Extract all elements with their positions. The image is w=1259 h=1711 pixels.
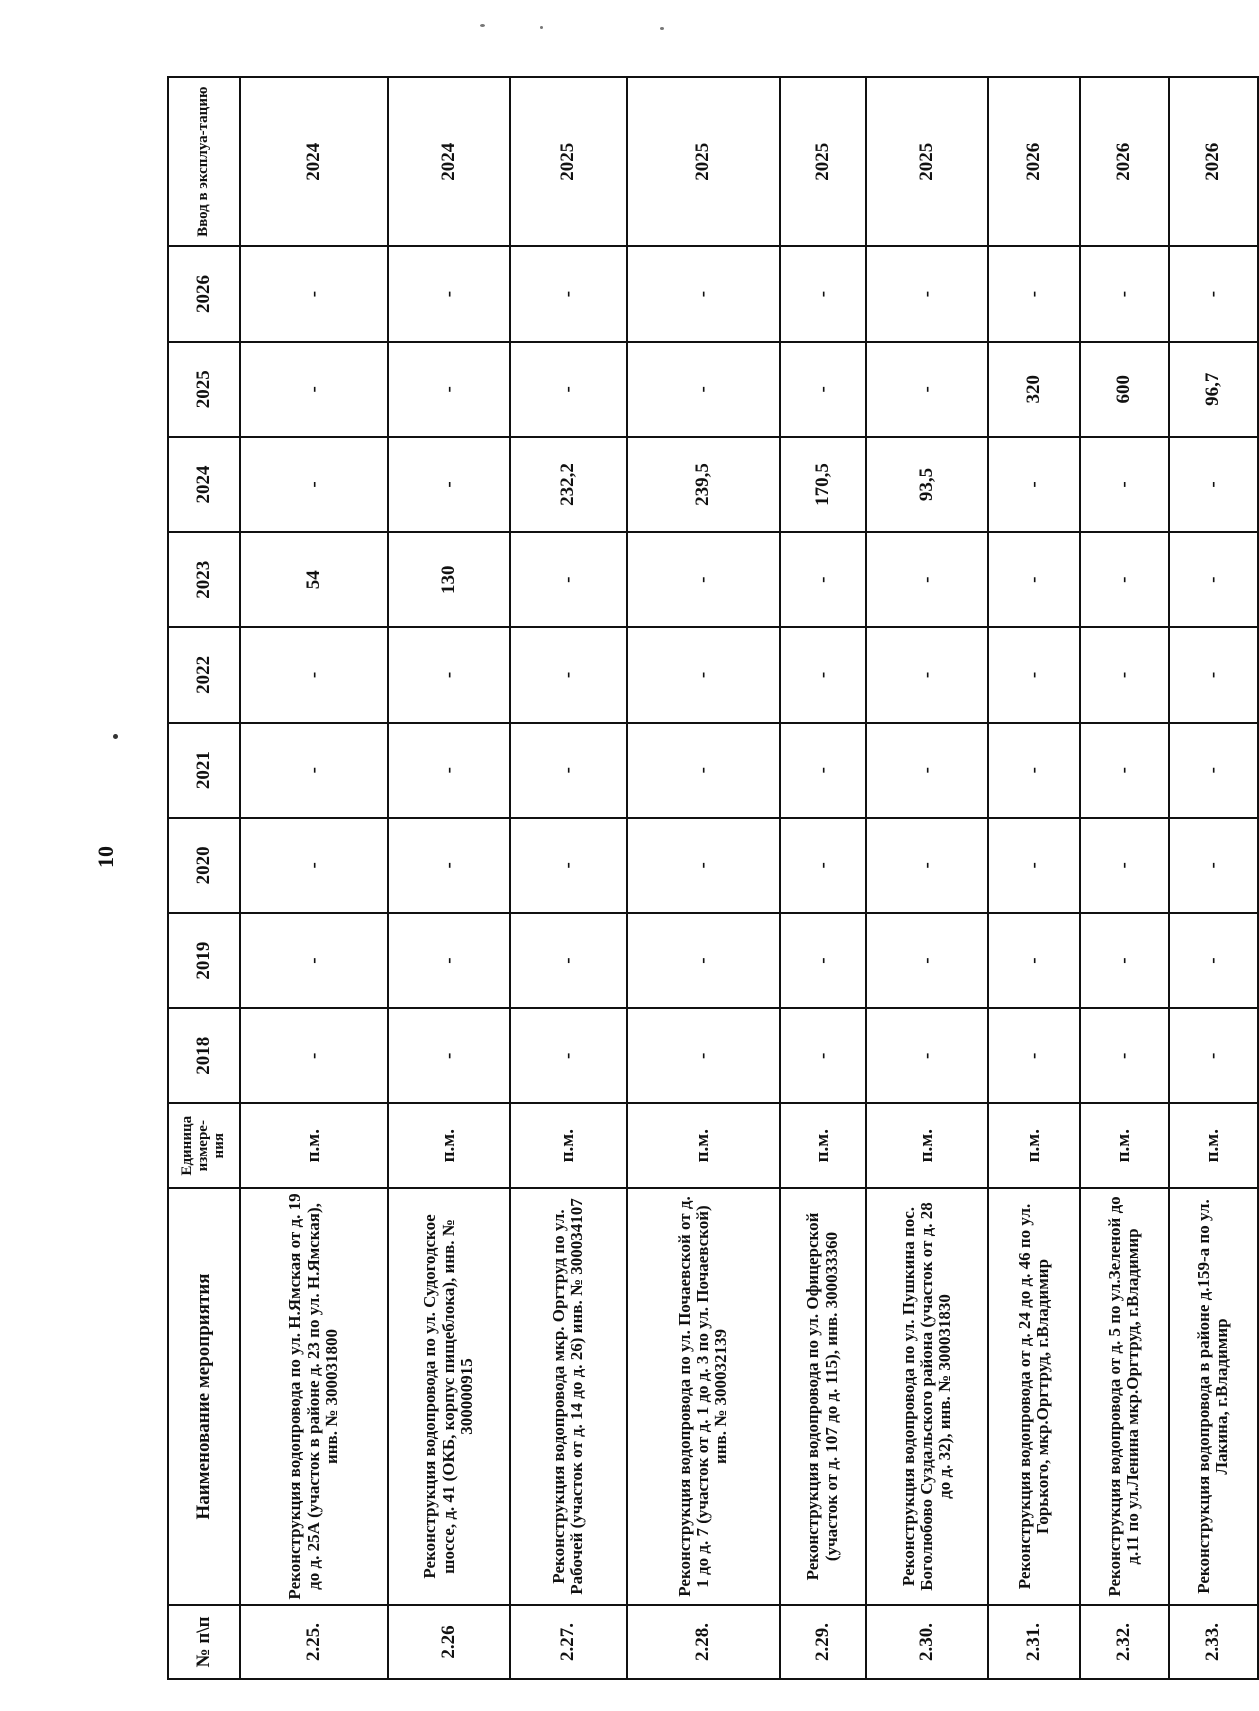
- row-value: -: [988, 627, 1080, 722]
- header-year: 2024: [168, 437, 240, 532]
- row-value: -: [866, 246, 988, 341]
- row-value: -: [780, 723, 867, 818]
- row-value: -: [1080, 627, 1169, 722]
- row-name: Реконструкция водопровода в районе д.159-а по ул. Лакина, г.Владимир: [1169, 1188, 1258, 1605]
- header-year: 2021: [168, 723, 240, 818]
- row-value: -: [240, 246, 388, 341]
- header-year: 2025: [168, 342, 240, 437]
- row-value: -: [988, 437, 1080, 532]
- row-value: -: [780, 246, 867, 341]
- row-value: -: [866, 818, 988, 913]
- header-year: 2026: [168, 246, 240, 341]
- row-value: -: [1169, 437, 1258, 532]
- row-value: -: [1169, 246, 1258, 341]
- row-value: 232,2: [510, 437, 627, 532]
- row-value: -: [240, 627, 388, 722]
- row-value: -: [1169, 532, 1258, 627]
- row-commission: 2026: [1169, 77, 1258, 246]
- row-value: -: [627, 818, 780, 913]
- row-unit: п.м.: [1080, 1103, 1169, 1188]
- header-year: 2020: [168, 818, 240, 913]
- row-commission: 2025: [866, 77, 988, 246]
- row-value: 600: [1080, 342, 1169, 437]
- row-value: -: [388, 723, 510, 818]
- row-name: Реконструкция водопровода по ул. Офицерской (участок от д. 107 до д. 115), инв. 300033360: [780, 1188, 867, 1605]
- row-value: -: [388, 246, 510, 341]
- row-value: -: [780, 818, 867, 913]
- row-value: -: [780, 532, 867, 627]
- row-value: 320: [988, 342, 1080, 437]
- header-year: 2019: [168, 913, 240, 1008]
- table-row: [510, 77, 627, 1679]
- row-value: -: [510, 723, 627, 818]
- header-name: Наименование мероприятия: [168, 1188, 240, 1605]
- row-num: 2.25.: [240, 1605, 388, 1679]
- row-value: -: [627, 342, 780, 437]
- row-value: -: [1169, 627, 1258, 722]
- row-value: -: [627, 627, 780, 722]
- table-row: [240, 77, 388, 1679]
- row-value: -: [510, 246, 627, 341]
- row-commission: 2024: [388, 77, 510, 246]
- row-value: -: [510, 532, 627, 627]
- header-year: 2022: [168, 627, 240, 722]
- row-value: 54: [240, 532, 388, 627]
- row-value: -: [240, 342, 388, 437]
- row-value: -: [1169, 723, 1258, 818]
- row-value: -: [240, 913, 388, 1008]
- header-num: № п\п: [168, 1605, 240, 1679]
- row-name: Реконструкция водопровода от д. 5 по ул.Зеленой до д.11 по ул.Ленина мкр.Оргтруд, г.Владимир: [1080, 1188, 1169, 1605]
- row-value: -: [627, 532, 780, 627]
- row-value: -: [388, 342, 510, 437]
- row-value: 93,5: [866, 437, 988, 532]
- scan-speck: [113, 734, 118, 739]
- row-unit: п.м.: [627, 1103, 780, 1188]
- row-value: -: [1080, 437, 1169, 532]
- row-value: -: [240, 723, 388, 818]
- scan-speck: [480, 24, 485, 27]
- row-value: -: [988, 1008, 1080, 1103]
- scan-speck: [540, 26, 543, 29]
- table-row: [388, 77, 510, 1679]
- row-num: 2.30.: [866, 1605, 988, 1679]
- row-value: -: [988, 246, 1080, 341]
- row-name: Реконструкция водопровода по ул. Н.Ямская от д. 19 до д. 25А (участок в районе д. 23 по ул. Н.Ямская), инв. № 300031800: [240, 1188, 388, 1605]
- row-value: -: [780, 627, 867, 722]
- scan-speck: [660, 27, 664, 30]
- row-value: -: [866, 627, 988, 722]
- row-value: -: [866, 342, 988, 437]
- row-value: -: [627, 246, 780, 341]
- row-value: -: [866, 723, 988, 818]
- row-value: -: [240, 437, 388, 532]
- row-value: -: [627, 913, 780, 1008]
- row-commission: 2024: [240, 77, 388, 246]
- row-name: Реконструкция водопровода от д. 24 до д. 46 по ул. Горького, мкр.Оргтруд, г.Владимир: [988, 1188, 1080, 1605]
- row-value: -: [388, 913, 510, 1008]
- row-num: 2.26: [388, 1605, 510, 1679]
- row-commission: 2026: [988, 77, 1080, 246]
- row-unit: п.м.: [510, 1103, 627, 1188]
- row-unit: п.м.: [240, 1103, 388, 1188]
- row-value: -: [388, 437, 510, 532]
- row-value: -: [1080, 723, 1169, 818]
- row-value: -: [388, 1008, 510, 1103]
- row-value: -: [780, 1008, 867, 1103]
- row-value: -: [988, 532, 1080, 627]
- row-value: 170,5: [780, 437, 867, 532]
- row-value: -: [780, 913, 867, 1008]
- rotated-table-container: [167, 76, 1259, 1680]
- table-row: [988, 77, 1080, 1679]
- row-unit: п.м.: [866, 1103, 988, 1188]
- row-value: -: [988, 913, 1080, 1008]
- row-name: Реконструкция водопровода по ул. Судогодское шоссе, д. 41 (ОКБ, корпус пищеблока), инв. № 300000915: [388, 1188, 510, 1605]
- row-value: -: [627, 723, 780, 818]
- table-row: [1080, 77, 1169, 1679]
- row-value: -: [627, 1008, 780, 1103]
- row-value: -: [388, 627, 510, 722]
- row-value: -: [1080, 532, 1169, 627]
- row-value: -: [510, 913, 627, 1008]
- row-value: -: [388, 818, 510, 913]
- row-value: -: [1169, 1008, 1258, 1103]
- row-value: -: [866, 532, 988, 627]
- row-value: 96,7: [1169, 342, 1258, 437]
- row-commission: 2026: [1080, 77, 1169, 246]
- row-value: 239,5: [627, 437, 780, 532]
- row-value: -: [988, 818, 1080, 913]
- row-value: -: [1080, 913, 1169, 1008]
- row-num: 2.32.: [1080, 1605, 1169, 1679]
- row-value: -: [240, 1008, 388, 1103]
- row-value: -: [780, 342, 867, 437]
- row-name: Реконструкция водопровода мкр. Оргтруд по ул. Рабочей (участок от д. 14 до д. 26) инв. № 300034107: [510, 1188, 627, 1605]
- row-value: -: [1080, 1008, 1169, 1103]
- row-num: 2.33.: [1169, 1605, 1258, 1679]
- row-name: Реконструкция водопровода по ул. Пушкина пос. Боголюбово Суздальского района (участок от д. 28 до д. 32), инв. № 300031830: [866, 1188, 988, 1605]
- row-value: -: [866, 913, 988, 1008]
- row-value: -: [988, 723, 1080, 818]
- row-commission: 2025: [780, 77, 867, 246]
- row-value: -: [1080, 246, 1169, 341]
- table-row: [627, 77, 780, 1679]
- row-num: 2.31.: [988, 1605, 1080, 1679]
- row-num: 2.29.: [780, 1605, 867, 1679]
- row-value: -: [510, 818, 627, 913]
- header-year: 2023: [168, 532, 240, 627]
- header-year: 2018: [168, 1008, 240, 1103]
- row-unit: п.м.: [780, 1103, 867, 1188]
- row-value: -: [240, 818, 388, 913]
- row-commission: 2025: [510, 77, 627, 246]
- row-commission: 2025: [627, 77, 780, 246]
- page-number: 10: [93, 846, 118, 868]
- table-row: [866, 77, 988, 1679]
- row-unit: п.м.: [388, 1103, 510, 1188]
- row-value: -: [510, 1008, 627, 1103]
- header-unit: Единица измере-ния: [168, 1103, 240, 1188]
- measures-table: [167, 76, 1259, 1680]
- row-value: 130: [388, 532, 510, 627]
- row-value: -: [510, 342, 627, 437]
- header-commission: Ввод в эксплуа-тацию: [168, 77, 240, 246]
- row-unit: п.м.: [988, 1103, 1080, 1188]
- row-value: -: [1169, 913, 1258, 1008]
- row-name: Реконструкция водопровода по ул. Почаевской от д. 1 до д. 7 (участок от д. 1 до д. 3 по ул. Почаевской) инв. № 300032139: [627, 1188, 780, 1605]
- table-row: [1169, 77, 1258, 1679]
- table-row: [780, 77, 867, 1679]
- row-value: -: [510, 627, 627, 722]
- row-num: 2.27.: [510, 1605, 627, 1679]
- row-unit: п.м.: [1169, 1103, 1258, 1188]
- row-value: -: [866, 1008, 988, 1103]
- row-value: -: [1080, 818, 1169, 913]
- row-value: -: [1169, 818, 1258, 913]
- row-num: 2.28.: [627, 1605, 780, 1679]
- header-row: [168, 77, 240, 1679]
